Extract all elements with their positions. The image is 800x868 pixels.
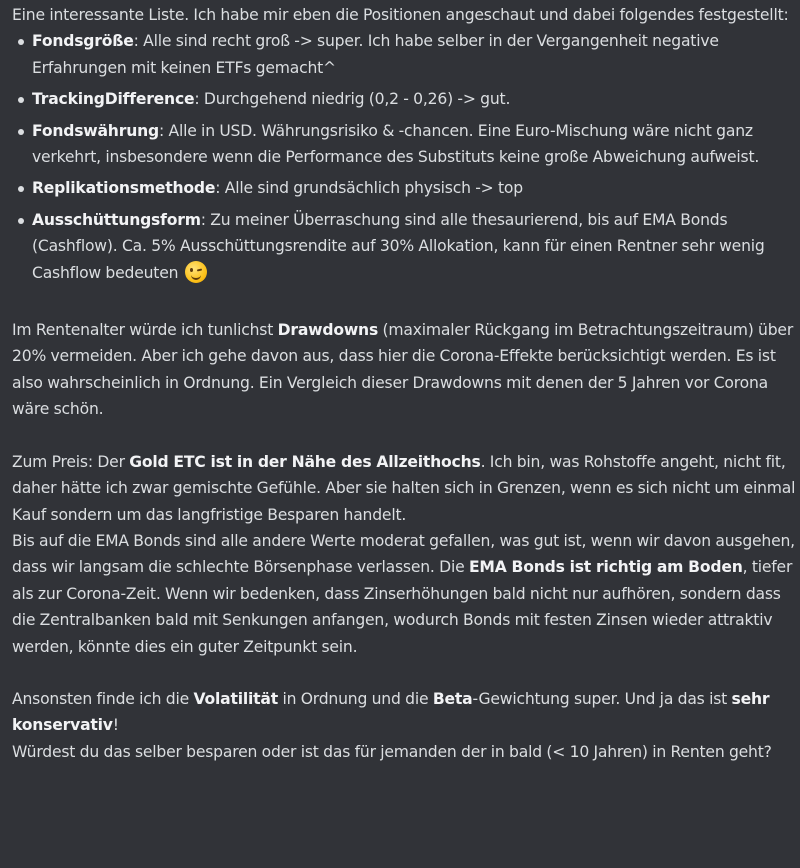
list-item-tracking-difference [32, 86, 796, 112]
paragraph-volatility [12, 686, 796, 739]
paragraph-text: (maximaler Rückgang im Betrachtungszeitraum) über 20% vermeiden. Aber ich gehe davon aus, dass hier die Corona-Effekte berücksichtigt werden. Es ist also wahrscheinlich in Ordnung. Ein Vergleich dieser Drawdowns mit denen der 5 Jahren vor Corona wäre schön. [12, 321, 794, 419]
list-item-text: : Alle sind recht groß -> super. Ich habe selber in der Vergangenheit negative Erfahrungen mit keinen ETFs gemacht^ [32, 32, 719, 77]
bold-sehr-konservativ: sehr konservativ [12, 689, 770, 735]
paragraph-text: . Ich bin, was Rohstoffe angeht, nicht fit, daher hätte ich zwar gemischte Gefühle. Aber sie halten sich in Grenzen, wenn es sich nicht um einmal Kauf sondern um das langfristige Besparen handelt. [12, 452, 796, 524]
paragraph-text: ! [112, 716, 119, 735]
paragraph-gold [12, 449, 796, 528]
wink-emoji-icon[interactable] [185, 261, 207, 283]
list-item-text: : Durchgehend niedrig (0,2 - 0,26) -> gut. [194, 90, 511, 109]
list-item-term: Replikationsmethode [32, 179, 216, 198]
paragraph-spacer [12, 660, 796, 686]
paragraph-spacer [12, 423, 796, 449]
paragraph-ema-bonds [12, 528, 796, 660]
list-item-fondsgroesse [32, 28, 796, 81]
list-item-text: : Alle sind grundsächlich physisch -> top [215, 179, 523, 198]
list-item-text: : Zu meiner Überraschung sind alle thesaurierend, bis auf EMA Bonds (Cashflow). Ca. 5% Ausschüttungsrendite auf 30% Allokation, kann für einen Rentner sehr wenig Cashflow bedeuten [32, 210, 765, 282]
list-item-term: Ausschüttungsform [32, 210, 201, 229]
bold-beta: Beta [432, 689, 473, 708]
list-item-term: TrackingDifference [32, 90, 195, 109]
list-item-fondswaehrung [32, 118, 796, 171]
bold-ema-bonds: EMA Bonds ist richtig am Boden [468, 558, 743, 577]
chat-message [12, 2, 796, 765]
paragraph-text: -Gewichtung super. Und ja das ist [472, 689, 732, 708]
paragraph-text: Im Rentenalter würde ich tunlichst [12, 321, 278, 340]
list-item-term: Fondswährung [32, 121, 159, 140]
paragraph-text: in Ordnung und die [277, 689, 433, 708]
paragraph-text: Bis auf die EMA Bonds sind alle andere Werte moderat gefallen, was gut ist, wenn wir davon ausgehen, dass wir langsam die schlechte Börsenphase verlassen. Die [12, 531, 795, 577]
paragraph-question: Würdest du das selber besparen oder ist das für jemanden der in bald (< 10 Jahren) in Renten geht? [12, 742, 772, 761]
bold-drawdowns: Drawdowns [277, 321, 379, 340]
list-item-text: : Alle in USD. Währungsrisiko & -chancen. Eine Euro-Mischung wäre nicht ganz verkehrt, insbesondere wenn die Performance des Substituts keine große Abweichung aufweist. [32, 121, 760, 167]
message-intro: Eine interessante Liste. Ich habe mir eben die Positionen angeschaut und dabei folgendes festgestellt: [12, 6, 789, 24]
list-item-term: Fondsgröße [32, 32, 134, 51]
paragraph-drawdowns [12, 317, 796, 423]
paragraph-text: , tiefer als zur Corona-Zeit. Wenn wir bedenken, dass Zinserhöhungen bald nicht nur aufhören, sondern dass die Zentralbanken bald mit Senkungen anfangen, wodurch Bonds mit festen Zinsen wieder attraktiv werden, könnte dies ein guter Zeitpunkt sein. [12, 558, 793, 656]
bold-gold-etc: Gold ETC ist in der Nähe des Allzeithochs [129, 452, 481, 471]
paragraph-text: Ansonsten finde ich die [12, 689, 194, 708]
paragraph-text: Zum Preis: Der [12, 452, 130, 471]
list-item-ausschuettungsform [32, 207, 796, 286]
paragraph-spacer [12, 291, 796, 317]
list-item-replikationsmethode [32, 175, 796, 201]
position-checklist [12, 28, 796, 286]
bold-volatilitaet: Volatilität [193, 689, 278, 708]
